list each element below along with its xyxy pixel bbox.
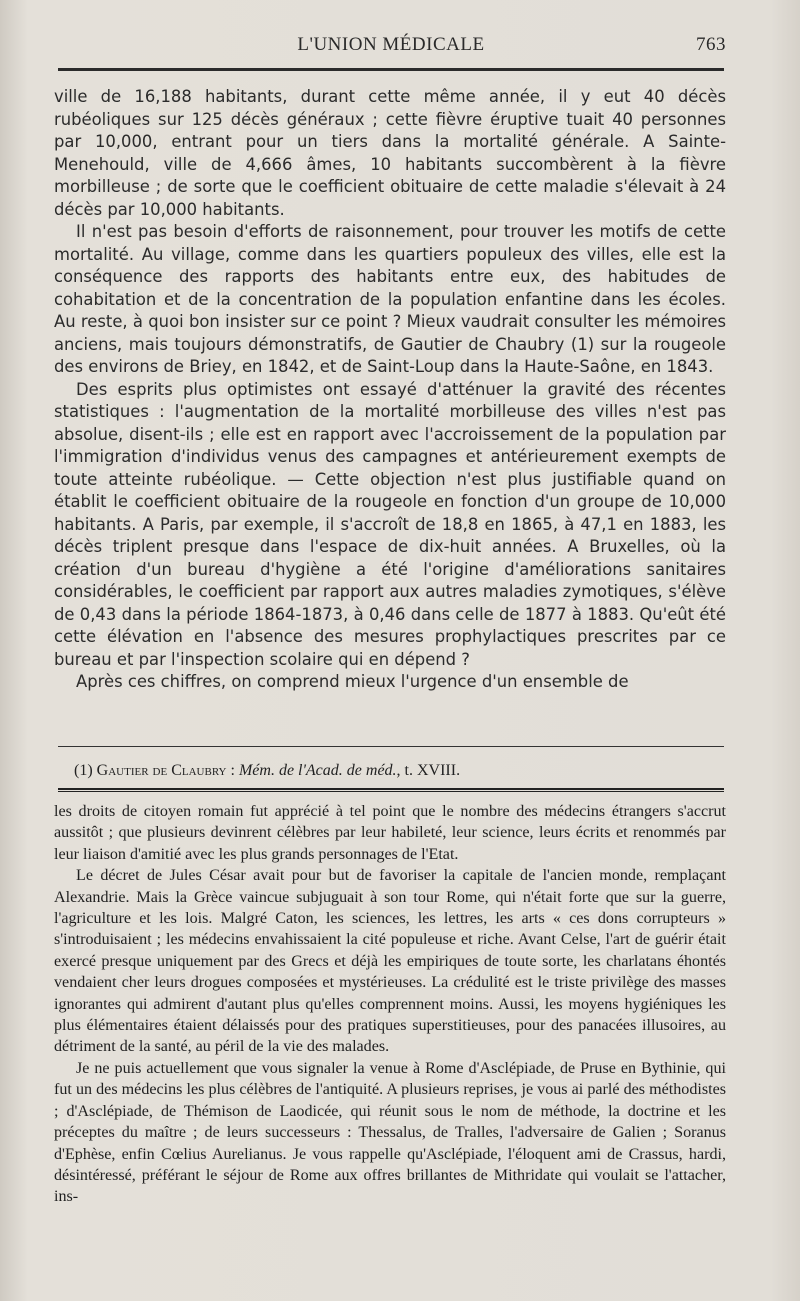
- feuilleton-text-block: [54, 801, 726, 1208]
- header-rule: [58, 68, 724, 71]
- paragraph: Des esprits plus optimistes ont essayé d'atténuer la gravité des récentes statistiques : l'augmentation de la mortalité morbilleuse des villes n'est pas absolue, disent-ils ; elle est en rapport avec l'accroissement de la population par l'immigration d'individus venus des campagnes et antérieurement exempts de toute atteinte rubéolique. — Cette objection n'est plus justifiable quand on établit le coefficient obituaire de la rougeole en fonction d'un groupe de 10,000 habitants. A Paris, par exemple, il s'accroît de 18,8 en 1865, à 47,1 en 1883, les décès triplent presque dans l'espace de dix-huit années. A Bruxelles, où la création d'un bureau d'hygiène a été l'origine d'améliorations sanitaires considérables, le coefficient par rapport aux autres maladies zymotiques, s'élève de 0,43 dans la période 1864-1873, à 0,46 dans celle de 1877 à 1883. Qu'eût été cette élévation en l'absence des mesures prophylactiques prescrites par ce bureau et par l'inspection scolaire qui en dépend ?: [54, 379, 726, 669]
- footnote-reference: Mém. de l'Acad. de méd.: [238, 762, 397, 779]
- page-number: 763: [696, 34, 726, 55]
- paragraph: Il n'est pas besoin d'efforts de raisonnement, pour trouver les motifs de cette mortalité. Au village, comme dans les quartiers populeux des villes, elle est la conséquence des rapports des habitants entre eux, des habitudes de cohabitation et de la concentration de la population enfantine dans les écoles. Au reste, à quoi bon insister sur ce point ? Mieux vaudrait consulter les mémoires anciens, mais toujours démonstratifs, de Gautier de Chaubry (1) sur la rougeole des environs de Briey, en 1842, et de Saint-Loup dans la Haute-Saône, en 1843.: [54, 222, 726, 376]
- footnote-marker: (1): [74, 762, 93, 779]
- footnote-tail: , t. XVIII.: [396, 762, 461, 779]
- paragraph: Après ces chiffres, on comprend mieux l'urgence d'un ensemble de: [76, 672, 629, 691]
- paragraph: les droits de citoyen romain fut apprécié à tel point que le nombre des médecins étrangers s'accrut aussitôt ; que plusieurs devinrent célèbres par leur habileté, leur science, leurs écrits et renommés par leur liaison d'amitié avec les plus grands personnages de l'Etat.: [54, 803, 726, 863]
- footnote-separator: :: [226, 762, 239, 779]
- section-double-rule: [58, 788, 724, 792]
- journal-title: L'UNION MÉDICALE: [297, 34, 485, 55]
- paragraph: Je ne puis actuellement que vous signaler la venue à Rome d'Asclépiade, de Pruse en Bythinie, qui fut un des médecins les plus célèbres de l'antiquité. A plusieurs reprises, je vous ai parlé des méthodistes ; d'Asclépiade, de Thémison de Laodicée, qui réunit sous le nom de méthode, la doctrine et les préceptes du maître ; de leurs successeurs : Thessalus, de Tralles, l'adversaire de Galien ; Soranus d'Ephèse, enfin Cœlius Aurelianus. Je vous rappelle qu'Asclépiade, l'éloquent ami de Crassus, hardi, désintéressé, préférant le séjour de Rome aux offres brillantes de Mithridate qui voulait se l'attacher, ins-: [54, 1059, 726, 1206]
- main-text-block: [54, 86, 726, 694]
- paragraph: Le décret de Jules César avait pour but de favoriser la capitale de l'ancien monde, remplaçant Alexandrie. Mais la Grèce vaincue subjuguait à son tour Rome, qui n'était forte que sur la guerre, l'agriculture et les lois. Malgré Caton, les sciences, les lettres, les arts « ces dons corrupteurs » s'introduisaient ; les médecins envahissaient la cité populeuse et riche. Avant Celse, l'art de guérir était exercé presque uniquement par des Grecs et déjà les empiriques de toute sorte, les charlatans éhontés vendaient cher leurs drogues composées et mystérieuses. La crédulité est le triste privilège des masses ignorantes qui admirent d'autant plus qu'elles comprennent moins. Aussi, les moyens hygiéniques les plus élémentaires étaient délaissés pour des pratiques superstitieuses, pour des panacées illusoires, au détriment de la santé, au péril de la vie des malades.: [54, 867, 726, 1056]
- running-header: [56, 34, 726, 62]
- footnote-author: Gautier de Claubry: [96, 762, 227, 779]
- footnote-rule: [58, 746, 724, 747]
- footnote: [74, 762, 724, 780]
- paragraph: ville de 16,188 habitants, durant cette même année, il y eut 40 décès rubéoliques sur 125 décès généraux ; cette fièvre éruptive tuait 40 personnes par 10,000, entrant pour un tiers dans la mortalité générale. A Sainte-Menehould, ville de 4,666 âmes, 10 habitants succombèrent à la fièvre morbilleuse ; de sorte que le coefficient obituaire de cette maladie s'élevait à 24 décès par 10,000 habitants.: [54, 87, 726, 219]
